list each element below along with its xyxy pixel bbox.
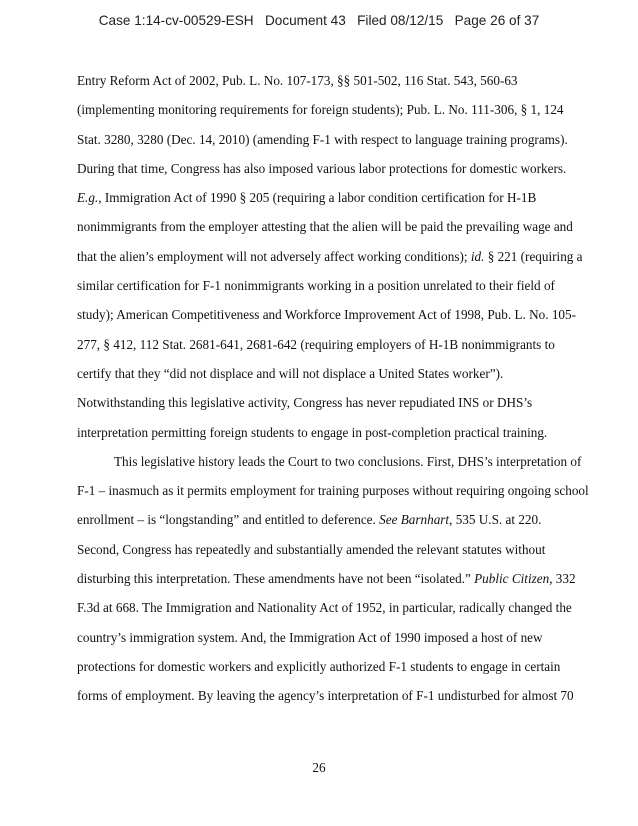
citation-signal: E.g. <box>77 190 99 206</box>
body-line: 277, § 412, 112 Stat. 2681-641, 2681-642 (requiring employers of H-1B nonimmigrants to <box>77 336 555 352</box>
body-text-span: § 221 (requiring a <box>484 248 583 264</box>
case-header: Case 1:14-cv-00529-ESH Document 43 Filed 08/12/15 Page 26 of 37 <box>98 13 540 28</box>
paragraph-first-line: This legislative history leads the Court to two conclusions. First, DHS’s interpretation of <box>114 453 582 469</box>
body-line: interpretation permitting foreign students to engage in post-completion practical training. <box>77 424 548 440</box>
body-line: Notwithstanding this legislative activity, Congress has never repudiated INS or DHS’s <box>77 395 533 411</box>
body-line: country’s immigration system. And, the Immigration Act of 1990 imposed a host of new <box>77 629 543 645</box>
document-body <box>77 66 589 711</box>
body-line: F.3d at 668. The Immigration and Nationality Act of 1952, in particular, radically changed the <box>77 600 572 616</box>
body-line: Entry Reform Act of 2002, Pub. L. No. 107-173, §§ 501-502, 116 Stat. 543, 560-63 <box>77 73 518 88</box>
body-text-span: , 535 U.S. at 220. <box>449 512 542 528</box>
citation-signal: id. <box>470 248 485 264</box>
body-line: Stat. 3280, 3280 (Dec. 14, 2010) (amending F-1 with respect to language training programs). <box>77 131 568 147</box>
body-text-span: that the alien’s employment will not adversely affect working conditions); <box>77 248 471 264</box>
body-text-span: enrollment – is “longstanding” and entitled to deference. <box>77 512 380 528</box>
body-line <box>77 505 567 534</box>
body-text-span: , 332 <box>549 571 576 587</box>
body-line: nonimmigrants from the employer attesting that the alien will be paid the prevailing wage and <box>77 219 573 235</box>
body-line: Second, Congress has repeatedly and substantially amended the relevant statutes without <box>77 541 546 557</box>
body-line <box>77 183 567 212</box>
body-line: (implementing monitoring requirements for foreign students); Pub. L. No. 111-306, § 1, 124 <box>77 102 564 118</box>
body-line: During that time, Congress has also imposed various labor protections for domestic workers. <box>77 160 567 176</box>
body-text-span: disturbing this interpretation. These amendments have not been “isolated.” <box>77 571 475 587</box>
body-line: forms of employment. By leaving the agency’s interpretation of F-1 undisturbed for almost 70 <box>77 688 574 704</box>
body-text-span: , Immigration Act of 1990 § 205 (requiring a labor condition certification for H-1B <box>98 190 537 206</box>
case-citation: Public Citizen <box>474 571 550 587</box>
body-line: protections for domestic workers and explicitly authorized F-1 students to engage in certain <box>77 658 561 674</box>
body-line: certify that they “did not displace and will not displace a United States worker”). <box>77 365 504 381</box>
case-citation: See Barnhart <box>379 512 450 528</box>
body-line <box>77 564 576 593</box>
body-line: similar certification for F-1 nonimmigrants working in a position unrelated to their field of <box>77 278 555 294</box>
body-line <box>77 242 583 271</box>
body-line: study); American Competitiveness and Workforce Improvement Act of 1998, Pub. L. No. 105- <box>77 307 576 323</box>
page-number: 26 <box>312 760 326 775</box>
body-line: F-1 – inasmuch as it permits employment for training purposes without requiring ongoing school <box>77 483 589 499</box>
